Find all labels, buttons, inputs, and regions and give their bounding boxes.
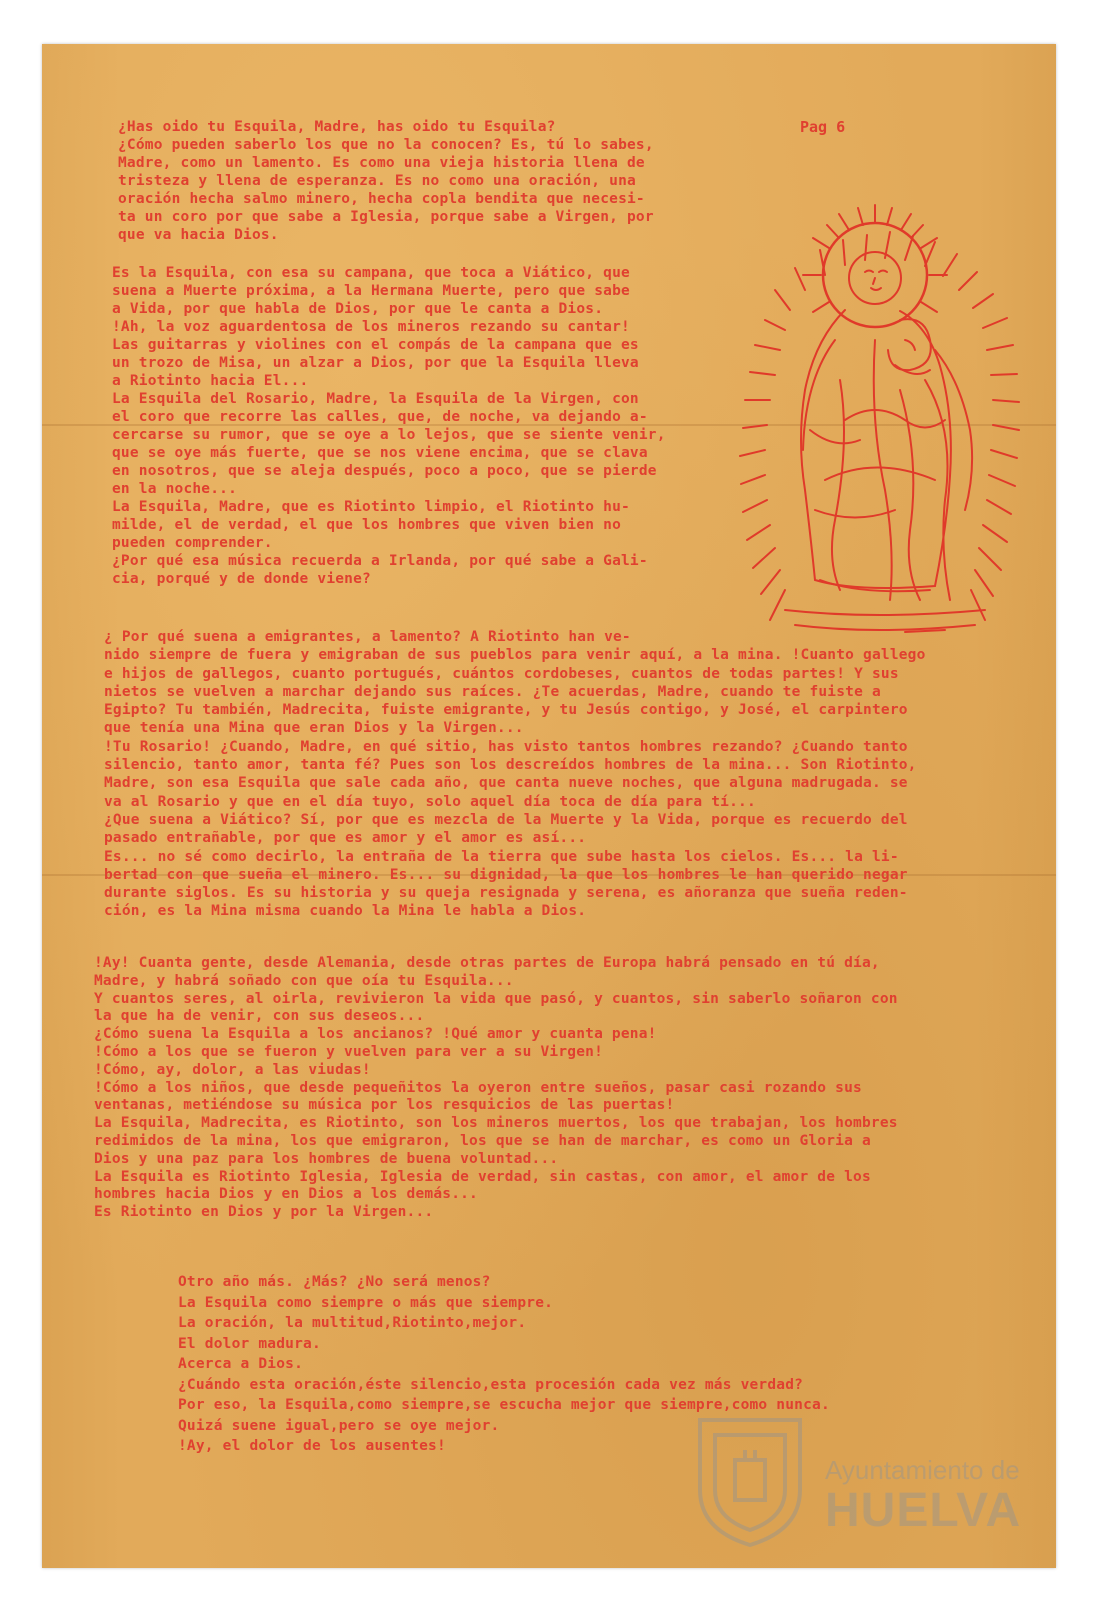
child-figure — [888, 319, 931, 374]
virgin-and-child-illustration — [725, 180, 1035, 640]
base-stand — [785, 610, 985, 632]
paragraph-2: Es la Esquila, con esa su campana, que toca a Viático, que suena a Muerte próxima, a la Hermana Muerte, pero que sabe a Vida, por que habla de Dios, por que le canta a Dios. !Ah, la voz aguardentosa de los mineros rezando su cantar! Las guitarras y violines con el compás de la campana que es un trozo de Misa, un alzar a Dios, por que la Esquila lleva a Riotinto hacia El... La Esquila del Rosario, Madre, la Esquila de la Virgen, con el coro que recorre las calles, que, de noche, va dejando a- cercarse su rumor, que se oye a lo lejos, que se siente venir, que se oye más fuerte, que se nos viene encima, que se clava en nosotros, que se aleja después, poco a poco, que se pierde en la noche... La Esquila, Madre, que es Riotinto limpio, el Riotinto hu- milde, el de verdad, el que los hombres que viven bien no pueden comprender. ¿Por qué esa música recuerda a Irlanda, por qué sabe a Gali- cia, porqué y de donde viene? — [112, 265, 666, 587]
face — [849, 252, 901, 304]
head-halo — [803, 205, 947, 327]
watermark-line2: HUELVA — [825, 1484, 1022, 1537]
paragraph-3: ¿ Por qué suena a emigrantes, a lamento? A Riotinto han ve- nido siempre de fuera y emigraban de sus pueblos para venir aquí, a la mina. !Cuanto gallego e hijos de gallegos, cuanto portugués, cuántos cordobeses, cuantos de todas partes! Y sus nietos se vuelven a marchar dejando sus raíces. ¿Te acuerdas, Madre, cuando te fuiste a Egipto? Tu también, Madrecita, fuiste emigrante, y tu Jesús contigo, y José, el carpintero que tenía una Mina que eran Dios y la Virgen... !Tu Rosario! ¿Cuando, Madre, en qué sitio, has visto tantos hombres rezando? ¿Cuando tanto silencio, tanto amor, tanta fé? Pues son los descreídos hombres de la mina... Son Riotinto, Madre, son esa Esquila que sale cada año, que canta nueve noches, que alguna madrugada. se va al Rosario y que en el día tuyo, solo aquel día toca de día para tí... ¿Que suena a Viático? Sí, por que es mezcla de la Muerte y la Vida, porque es recuerdo del pasado entrañable, por que es amor y el amor es así... Es... no sé como decirlo, la entraña de la tierra que sube hasta los cielos. Es... la li- bertad con que sueña el minero. Es... su dignidad, la que los hombres le han querido negar durante siglos. Es su historia y su queja resignada y serena, es añoranza que sueña reden- ción, es la Mina misma cuando la Mina le habla a Dios. — [104, 629, 926, 920]
huelva-city-council-watermark — [690, 1400, 1030, 1550]
page-number: Pag 6 — [800, 118, 846, 136]
paragraph-1: ¿Has oido tu Esquila, Madre, has oido tu Esquila? ¿Cómo pueden saberlo los que no la conocen? Es, tú lo sabes, Madre, como un lamento. Es como una vieja historia llena de tristeza y llena de esperanza. Es no como una oración, una oración hecha salmo minero, hecha copla bendita que necesi- ta un coro por que sabe a Iglesia, porque sabe a Virgen, por que va hacia Dios. — [118, 119, 654, 243]
paragraph-4: !Ay! Cuanta gente, desde Alemania, desde otras partes de Europa habrá pensado en tú día, Madre, y habrá soñado con que oía tu Esquila... Y cuantos seres, al oirla, revivieron la vida que pasó, y cuantos, sin saberlo soñaron con la que ha de venir, con sus deseos... ¿Cómo suena la Esquila a los ancianos? !Qué amor y cuanta pena! !Cómo a los que se fueron y vuelven para ver a su Virgen! !Cómo, ay, dolor, a las viudas! !Cómo a los niños, que desde pequeñitos la oyeron entre sueños, pasar casi rozando sus ventanas, metiéndose su música por los resquicios de las puertas! La Esquila, Madrecita, es Riotinto, son los mineros muertos, los que trabajan, los hombres redimidos de la mina, los que emigraron, los que se han de marchar, es como un Gloria a Dios y una paz para los hombres de buena voluntad... La Esquila es Riotinto Iglesia, Iglesia de verdad, sin castas, con amor, el amor de los hombres hacia Dios y en Dios a los demás... Es Riotinto en Dios y por la Virgen... — [94, 955, 898, 1221]
coat-of-arms-icon — [690, 1400, 810, 1550]
robe — [801, 310, 972, 600]
watermark-line1: Ayuntamiento de — [825, 1455, 1020, 1485]
closing-poem: Otro año más. ¿Más? ¿No será menos? La Esquila como siempre o más que siempre. La oración, la multitud,Riotinto,mejor. El dolor madura. Acerca a Dios. ¿Cuándo esta oración,éste silencio,esta procesión cada vez más verdad? Por eso, la Esquila,como siempre,se escucha mejor que siempre,como nunca. Quizá suene igual,pero se oye mejor. !Ay, el dolor de los ausentes! — [178, 1274, 830, 1454]
outer-halo-rays — [740, 232, 1019, 620]
